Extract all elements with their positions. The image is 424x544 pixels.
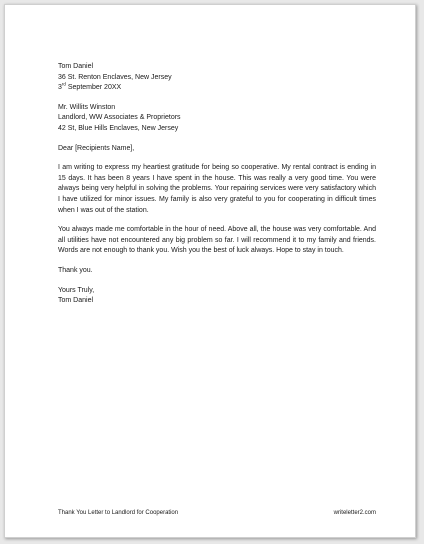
recipient-address: 42 St, Blue Hills Enclaves, New Jersey bbox=[58, 124, 179, 132]
closing-phrase: Yours Truly, bbox=[58, 286, 95, 294]
letter-content bbox=[58, 62, 376, 316]
thanks-line: Thank you. bbox=[58, 266, 93, 274]
page-footer bbox=[58, 510, 376, 516]
recipient-title: Landlord, WW Associates & Proprietors bbox=[58, 114, 181, 122]
body-paragraph-1: I am writing to express my heartiest gratitude for being so cooperative. My rental contract is ending in 15 days. It has been 8 years I have spent in the house. This was really a very good time. You were always being very helpful in solving the problems. Your repairing services were very satisfactory which I have utilized for minor issues. My family is also very grateful to you for cooperating in difficult times when I was out of the station. bbox=[58, 164, 376, 214]
letter-date bbox=[58, 83, 376, 94]
closing-block bbox=[58, 286, 376, 307]
salutation: Dear [Recipients Name], bbox=[58, 144, 135, 152]
recipient-block bbox=[58, 103, 376, 135]
footer-website: writeletter2.com bbox=[333, 510, 376, 516]
date-suffix: rd bbox=[61, 81, 66, 87]
sender-name: Tom Daniel bbox=[58, 63, 94, 70]
letter-page bbox=[4, 4, 416, 538]
date-rest: September 20XX bbox=[65, 84, 122, 92]
footer-title: Thank You Letter to Landlord for Cooperation bbox=[58, 510, 179, 516]
body-paragraph-2: You always made me comfortable in the hour of need. Above all, the house was very comfortable. And all utilities have not encountered any big problem so far. I will recommend it to my family and friends. Words are not enough to thank you. Wish you the best of luck always. Hope to stay in touch. bbox=[58, 226, 376, 255]
date-day: 3 bbox=[58, 84, 62, 92]
sender-block bbox=[58, 62, 376, 94]
sender-address: 36 St. Renton Enclaves, New Jersey bbox=[58, 73, 172, 81]
recipient-name: Mr. Willits Winston bbox=[58, 103, 116, 111]
closing-name: Tom Daniel bbox=[58, 297, 94, 305]
